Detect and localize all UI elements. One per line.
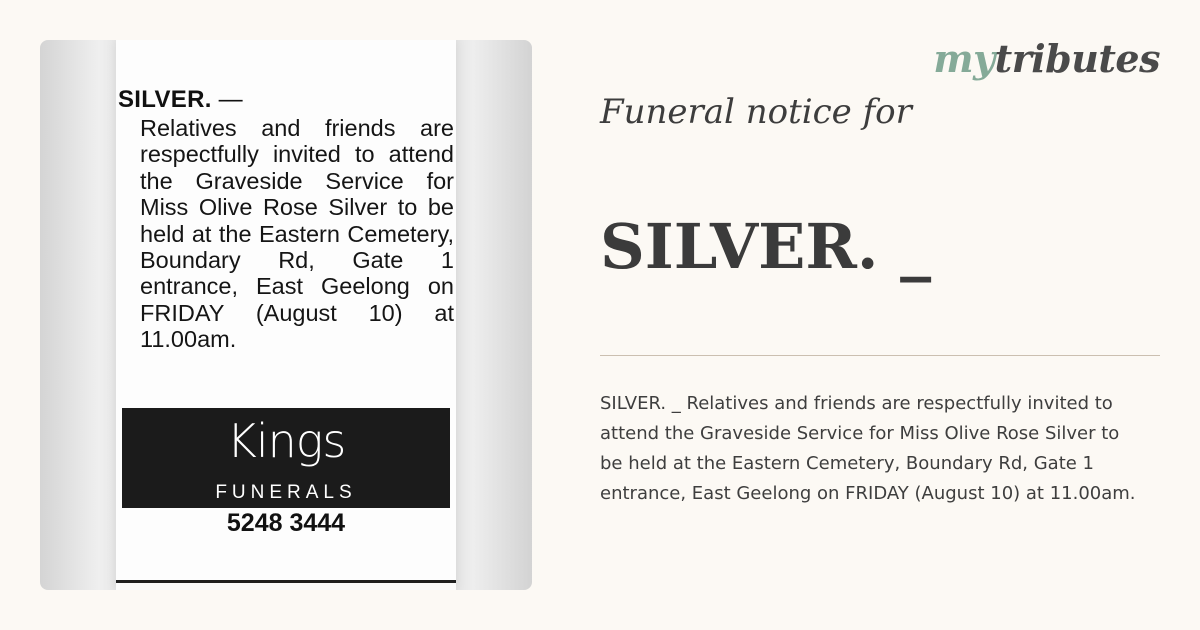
clipping-body-text: Relatives and friends are respectfully invited to attend the Graveside Service for Miss Olive Rose Silver to be held at the Eastern Cemetery, Boundary Rd, Gate 1 entrance, East Geelong on FRIDAY (August 10) at 11.00am. — [140, 115, 454, 353]
ad-phone-number: 5248 3444 — [226, 509, 346, 537]
section-divider — [600, 355, 1160, 356]
notice-summary-text: SILVER. _ Relatives and friends are respectfully invited to attend the Graveside Service for Miss Olive Rose Silver to be held at the Eastern Cemetery, Boundary Rd, Gate 1 entrance, East Geelong on FRIDAY (August 10) at 11.00am. — [600, 393, 1136, 504]
ad-brand-subtitle: FUNERALS — [215, 482, 357, 503]
ad-brand-name: Kings — [226, 414, 346, 468]
logo-tributes: tributes — [994, 36, 1160, 81]
mytributes-logo[interactable] — [933, 36, 1160, 81]
newspaper-paper — [116, 40, 456, 590]
paper-divider — [116, 580, 456, 583]
clipping-heading — [118, 86, 243, 114]
deceased-name-heading: SILVER. _ — [600, 210, 932, 283]
notice-clipping-image — [40, 40, 532, 590]
notice-subtitle: Funeral notice for — [600, 92, 912, 132]
clipping-dash: — — [211, 86, 243, 113]
logo-my: my — [933, 36, 995, 81]
clipping-surname: SILVER. — [118, 86, 212, 113]
funeral-director-ad — [122, 408, 450, 508]
